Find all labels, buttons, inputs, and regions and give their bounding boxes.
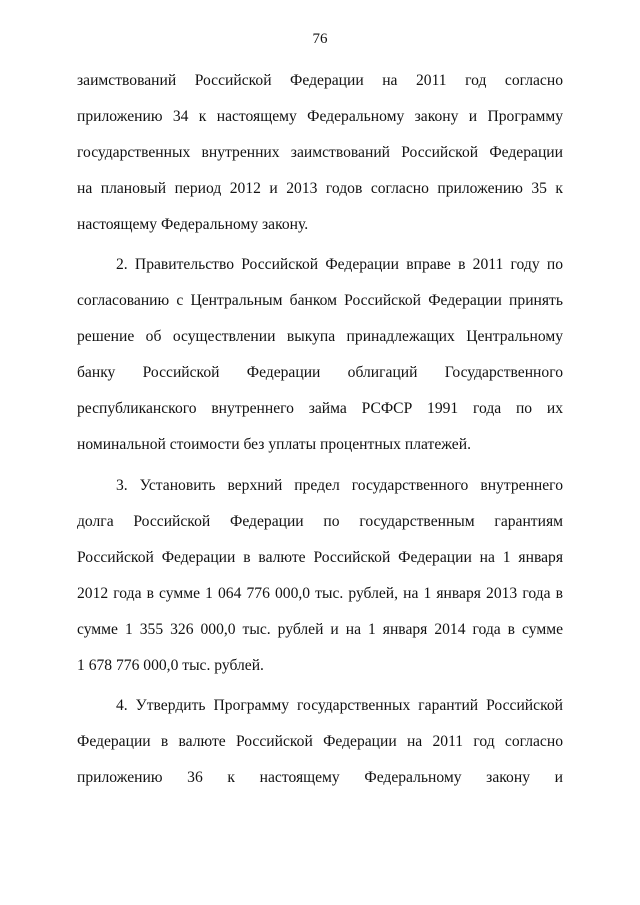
text-line: согласованию с Центральным банком Российской Федерации принять [77,292,563,309]
text-line: Российской Федерации в валюте Российской Федерации на 1 января [77,549,563,566]
text-line: номинальной стоимости без уплаты процентных платежей. [77,436,471,453]
page-number: 76 [312,31,328,47]
text-line: долга Российской Федерации по государственным гарантиям [77,513,563,530]
text-line: на плановый период 2012 и 2013 годов согласно приложению 35 к [77,180,563,197]
text-line: 1 678 776 000,0 тыс. рублей. [77,657,264,674]
text-line: приложению 34 к настоящему Федеральному закону и Программу [77,108,563,125]
text-line: 2. Правительство Российской Федерации вправе в 2011 году по [116,256,563,273]
text-line: государственных внутренних заимствований Российской Федерации [77,144,563,161]
text-line: 2012 года в сумме 1 064 776 000,0 тыс. рублей, на 1 января 2013 года в [77,585,563,602]
text-line: 3. Установить верхний предел государственного внутреннего [116,477,563,494]
text-line: Федерации в валюте Российской Федерации на 2011 год согласно [77,733,563,750]
text-line: решение об осуществлении выкупа принадлежащих Центральному [77,328,563,345]
text-line: заимствований Российской Федерации на 2011 год согласно [77,72,563,89]
text-line: настоящему Федеральному закону. [77,216,309,233]
text-line: приложению 36 к настоящему Федеральному закону и [77,769,563,786]
text-line: сумме 1 355 326 000,0 тыс. рублей и на 1 января 2014 года в сумме [77,621,563,638]
text-line: республиканского внутреннего займа РСФСР 1991 года по их [77,400,563,417]
text-line: 4. Утвердить Программу государственных гарантий Российской [116,697,563,714]
text-line: банку Российской Федерации облигаций Государственного [77,364,563,381]
